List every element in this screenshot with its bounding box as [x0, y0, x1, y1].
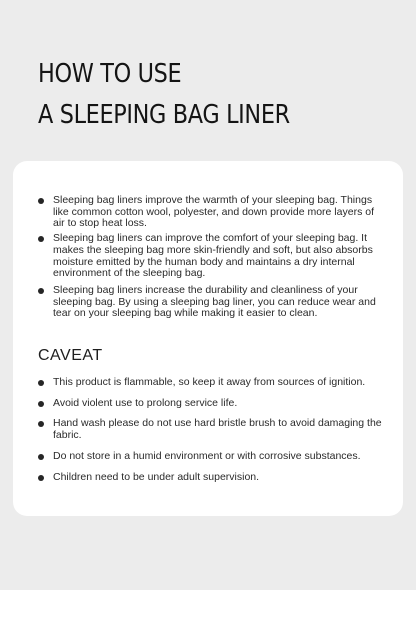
page-title	[38, 54, 290, 136]
list-item	[38, 195, 383, 230]
bullet-icon	[38, 454, 44, 460]
caveat-heading: CAVEAT	[38, 347, 103, 364]
list-item-text: Children need to be under adult supervision.	[53, 470, 260, 483]
title-line-1: HOW TO USE	[38, 59, 182, 89]
bullet-icon	[38, 236, 44, 242]
bullet-icon	[38, 475, 44, 481]
list-item	[38, 377, 383, 389]
bullet-icon	[38, 421, 44, 427]
list-item-text: Do not store in a humid environment or with corrosive substances.	[53, 449, 361, 462]
list-item-text: Sleeping bag liners improve the warmth of your sleeping bag. Things like common cotton wool, polyester, and down provide more layers of air to stop heat loss.	[53, 194, 374, 230]
list-item	[38, 472, 383, 484]
title-line-2: A SLEEPING BAG LINER	[38, 100, 290, 130]
list-item	[38, 398, 383, 410]
bullet-icon	[38, 198, 44, 204]
bullet-icon	[38, 288, 44, 294]
bullet-icon	[38, 401, 44, 407]
bullet-icon	[38, 380, 44, 386]
list-item	[38, 418, 383, 441]
list-item-text: Avoid violent use to prolong service life.	[53, 396, 238, 409]
list-item-text: This product is flammable, so keep it away from sources of ignition.	[53, 376, 366, 388]
list-item-text: Sleeping bag liners increase the durability and cleanliness of your sleeping bag. By using a sleeping bag liner, you can reduce wear and tear on your sleeping bag while making it easier to clean.	[53, 283, 376, 320]
list-item-text: Hand wash please do not use hard bristle brush to avoid damaging the fabric.	[53, 417, 382, 442]
usage-list	[38, 195, 383, 320]
list-item	[38, 233, 383, 280]
caveat-list	[38, 377, 383, 483]
list-item-text: Sleeping bag liners can improve the comfort of your sleeping bag. It makes the sleeping bag more skin-friendly and soft, but also absorbs moisture emitted by the human body and maintains a dry internal environment of the sleeping bag.	[53, 232, 373, 280]
list-item	[38, 285, 383, 320]
list-item	[38, 451, 383, 463]
